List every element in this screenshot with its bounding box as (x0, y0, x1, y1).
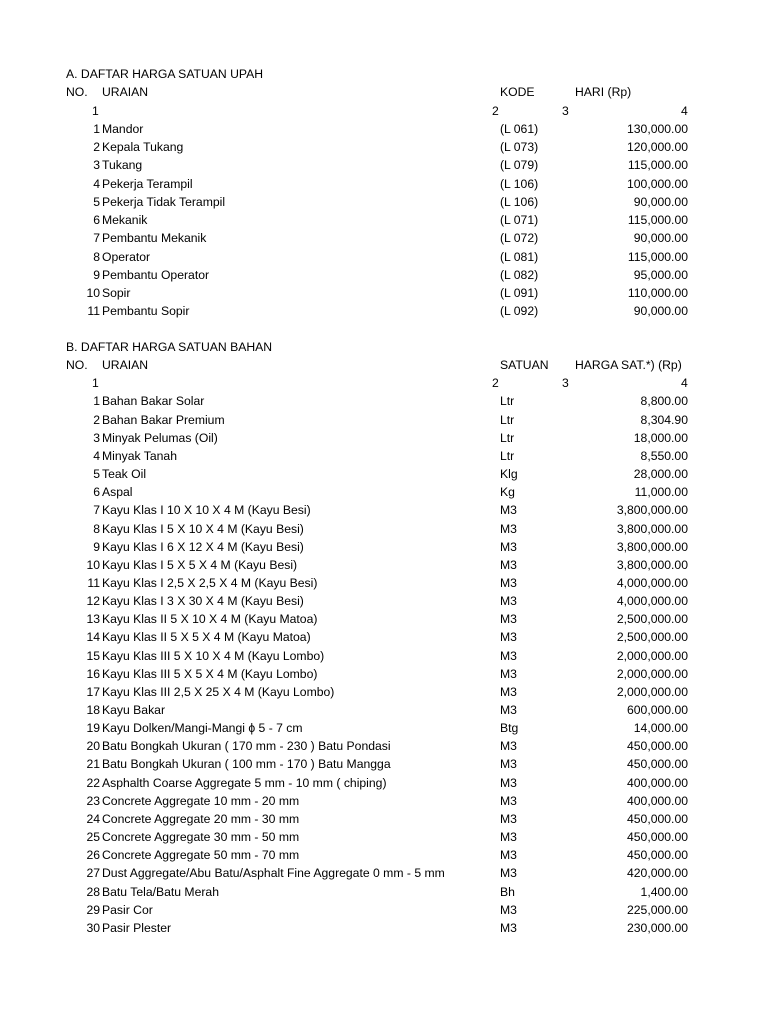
row-unit-code: M3 (500, 703, 517, 717)
row-unit-code: M3 (500, 575, 517, 590)
row-description: Pembantu Mekanik (102, 231, 207, 246)
table-row (0, 302, 768, 320)
header-col3: SATUAN (500, 358, 549, 373)
row-unit-code: (L 073) (500, 140, 539, 154)
row-price: 28,000.00 (633, 467, 688, 482)
row-price: 115,000.00 (627, 213, 688, 227)
row-number: 2 (93, 412, 100, 427)
section-title-text: A. DAFTAR HARGA SATUAN UPAH (66, 67, 264, 81)
row-number: 15 (86, 648, 100, 663)
row-unit-code: M3 (500, 612, 517, 627)
table-row (0, 483, 768, 501)
table-row (0, 429, 768, 447)
row-unit-code: Klg (500, 467, 518, 482)
table-row (0, 665, 768, 683)
table-row (0, 683, 768, 701)
row-description: Dust Aggregate/Abu Batu/Asphalt Fine Aggregate 0 mm - 5 mm (102, 866, 445, 881)
row-number: 30 (86, 920, 100, 935)
row-unit-code: Ltr (500, 394, 515, 409)
row-description: Sopir (102, 286, 131, 300)
row-unit-code: M3 (500, 830, 517, 845)
row-description: Bahan Bakar Premium (102, 412, 225, 427)
row-price: 600,000.00 (627, 703, 688, 717)
row-unit-code: (L 091) (500, 286, 539, 300)
row-unit-code: M3 (500, 811, 517, 826)
row-unit-code: M3 (500, 848, 517, 863)
column-number-row (0, 374, 768, 392)
table-row (0, 628, 768, 646)
table-row (0, 392, 768, 410)
row-price: 2,000,000.00 (616, 684, 688, 699)
row-number: 6 (93, 485, 100, 500)
row-unit-code: (L 061) (500, 121, 539, 136)
column-number: 3 (562, 376, 569, 391)
row-unit-code: M3 (500, 866, 517, 881)
row-description: Kayu Klas I 6 X 12 X 4 M (Kayu Besi) (102, 539, 304, 554)
section-title (0, 65, 768, 83)
row-description: Kayu Klas III 2,5 X 25 X 4 M (Kayu Lombo) (102, 684, 335, 699)
row-unit-code: Kg (500, 485, 515, 500)
row-unit-code: M3 (500, 594, 517, 609)
row-number: 24 (86, 811, 100, 826)
row-description: Aspal (102, 485, 133, 500)
row-number: 11 (87, 304, 100, 319)
row-unit-code: M3 (500, 775, 517, 790)
row-description: Kayu Bakar (102, 703, 166, 717)
row-unit-code: (L 079) (500, 158, 539, 173)
row-description: Kayu Klas I 5 X 10 X 4 M (Kayu Besi) (102, 521, 304, 536)
row-price: 115,000.00 (627, 158, 688, 173)
row-unit-code: Ltr (500, 430, 515, 445)
row-price: 2,000,000.00 (616, 666, 688, 681)
row-price: 90,000.00 (633, 304, 688, 319)
row-price: 400,000.00 (627, 775, 688, 790)
header-col3: KODE (500, 85, 535, 100)
table-row (0, 737, 768, 755)
row-description: Kayu Dolken/Mangi-Mangi ϕ 5 - 7 cm (102, 721, 303, 736)
column-number: 4 (681, 103, 688, 118)
row-price: 95,000.00 (633, 267, 688, 282)
row-unit-code: M3 (500, 757, 517, 772)
row-number: 28 (86, 884, 100, 899)
row-description: Kayu Klas II 5 X 5 X 4 M (Kayu Matoa) (102, 630, 311, 645)
row-unit-code: M3 (500, 739, 517, 754)
row-price: 100,000.00 (627, 176, 688, 191)
row-number: 3 (93, 158, 100, 173)
row-unit-code: M3 (500, 684, 517, 699)
row-price: 2,500,000.00 (616, 612, 688, 627)
row-unit-code: Ltr (500, 412, 515, 427)
row-price: 450,000.00 (627, 757, 688, 772)
row-price: 4,000,000.00 (616, 575, 688, 590)
row-price: 90,000.00 (633, 194, 688, 209)
row-unit-code: (L 092) (500, 304, 539, 319)
row-price: 3,800,000.00 (616, 539, 688, 554)
row-number: 6 (93, 213, 100, 227)
row-description: Kepala Tukang (102, 140, 184, 154)
row-unit-code: M3 (500, 503, 517, 518)
row-unit-code: M3 (500, 793, 517, 808)
row-price: 450,000.00 (627, 739, 688, 754)
row-description: Kayu Klas I 3 X 30 X 4 M (Kayu Besi) (102, 594, 304, 609)
row-number: 14 (86, 630, 100, 645)
row-description: Asphalth Coarse Aggregate 5 mm - 10 mm ( chiping) (102, 775, 387, 790)
row-description: Pembantu Operator (102, 267, 210, 282)
row-unit-code: M3 (500, 902, 517, 917)
row-description: Mandor (102, 121, 144, 136)
table-row (0, 447, 768, 465)
row-number: 18 (86, 703, 100, 717)
table-row (0, 701, 768, 719)
row-number: 23 (86, 793, 100, 808)
row-price: 450,000.00 (627, 830, 688, 845)
header-no: NO. (66, 85, 88, 100)
table-row (0, 411, 768, 429)
row-unit-code: M3 (500, 920, 517, 935)
row-description: Kayu Klas III 5 X 10 X 4 M (Kayu Lombo) (102, 648, 325, 663)
row-number: 26 (86, 848, 100, 863)
row-price: 8,800.00 (640, 394, 688, 409)
row-price: 4,000,000.00 (616, 594, 688, 609)
row-number: 22 (86, 775, 100, 790)
row-description: Teak Oil (102, 467, 147, 482)
header-no: NO. (66, 358, 88, 373)
row-description: Bahan Bakar Solar (102, 394, 205, 409)
table-row (0, 538, 768, 556)
row-price: 11,000.00 (634, 485, 688, 500)
row-description: Concrete Aggregate 30 mm - 50 mm (102, 830, 300, 845)
row-unit-code: M3 (500, 666, 517, 681)
table-row (0, 901, 768, 919)
row-price: 450,000.00 (627, 848, 688, 863)
row-description: Concrete Aggregate 20 mm - 30 mm (102, 811, 300, 826)
row-number: 10 (86, 286, 100, 300)
row-unit-code: (L 071) (500, 213, 539, 227)
row-number: 27 (86, 866, 100, 881)
row-price: 230,000.00 (627, 920, 688, 935)
row-description: Tukang (102, 158, 143, 173)
table-row (0, 120, 768, 138)
row-price: 1,400.00 (640, 884, 688, 899)
row-description: Batu Bongkah Ukuran ( 100 mm - 170 ) Batu Mangga (102, 757, 391, 772)
row-unit-code: Bh (500, 884, 515, 899)
row-number: 13 (86, 612, 100, 627)
row-number: 7 (93, 231, 100, 246)
row-number: 8 (93, 521, 100, 536)
row-price: 225,000.00 (627, 902, 688, 917)
row-unit-code: M3 (500, 648, 517, 663)
row-description: Pasir Cor (102, 902, 153, 917)
row-description: Kayu Klas III 5 X 5 X 4 M (Kayu Lombo) (102, 666, 318, 681)
row-number: 16 (86, 666, 100, 681)
table-row (0, 774, 768, 792)
row-price: 18,000.00 (633, 430, 688, 445)
row-unit-code: (L 106) (500, 176, 539, 191)
row-number: 21 (86, 757, 100, 772)
row-description: Concrete Aggregate 10 mm - 20 mm (102, 793, 300, 808)
row-price: 2,500,000.00 (616, 630, 688, 645)
table-row (0, 610, 768, 628)
row-description: Concrete Aggregate 50 mm - 70 mm (102, 848, 300, 863)
column-header-row (0, 83, 768, 101)
table-row (0, 592, 768, 610)
table-row (0, 755, 768, 773)
row-description: Kayu Klas I 2,5 X 2,5 X 4 M (Kayu Besi) (102, 575, 318, 590)
row-price: 420,000.00 (627, 866, 688, 881)
table-row (0, 864, 768, 882)
row-number: 5 (93, 467, 100, 482)
row-unit-code: (L 106) (500, 194, 539, 209)
row-description: Mekanik (102, 213, 148, 227)
row-number: 1 (93, 394, 100, 409)
table-row (0, 465, 768, 483)
column-number: 2 (492, 376, 499, 391)
row-number: 9 (93, 267, 100, 282)
table-row (0, 501, 768, 519)
section-title (0, 338, 768, 356)
column-number: 1 (92, 376, 99, 391)
section-title-text: B. DAFTAR HARGA SATUAN BAHAN (66, 340, 273, 354)
row-description: Pekerja Terampil (102, 176, 193, 191)
row-unit-code: M3 (500, 521, 517, 536)
row-number: 4 (93, 176, 100, 191)
table-row (0, 846, 768, 864)
row-number: 8 (93, 249, 100, 264)
row-description: Minyak Tanah (102, 448, 177, 463)
row-number: 20 (86, 739, 100, 754)
row-number: 3 (93, 430, 100, 445)
table-row (0, 138, 768, 156)
row-unit-code: M3 (500, 539, 517, 554)
row-unit-code: M3 (500, 630, 517, 645)
row-price: 115,000.00 (627, 249, 688, 264)
row-unit-code: M3 (500, 557, 517, 572)
column-number-row (0, 102, 768, 120)
header-col4: HARGA SAT.*) (Rp) (575, 358, 682, 373)
row-description: Batu Tela/Batu Merah (102, 884, 219, 899)
row-unit-code: Btg (500, 721, 519, 736)
table-row (0, 248, 768, 266)
row-price: 2,000,000.00 (616, 648, 688, 663)
row-description: Pembantu Sopir (102, 304, 190, 319)
row-number: 7 (93, 503, 100, 518)
header-uraian: URAIAN (102, 358, 149, 373)
table-row (0, 719, 768, 737)
row-unit-code: (L 072) (500, 231, 539, 246)
row-number: 29 (86, 902, 100, 917)
row-description: Kayu Klas I 5 X 5 X 4 M (Kayu Besi) (102, 557, 298, 572)
table-row (0, 647, 768, 665)
table-row (0, 175, 768, 193)
row-price: 400,000.00 (627, 793, 688, 808)
table-row (0, 266, 768, 284)
row-number: 12 (86, 594, 100, 609)
row-number: 19 (86, 721, 100, 736)
row-number: 2 (93, 140, 100, 154)
row-price: 8,550.00 (640, 448, 688, 463)
column-number: 3 (562, 103, 569, 118)
table-row (0, 810, 768, 828)
table-row (0, 919, 768, 937)
table-row (0, 883, 768, 901)
row-price: 3,800,000.00 (616, 521, 688, 536)
table-row (0, 193, 768, 211)
row-number: 25 (86, 830, 100, 845)
row-price: 14,000.00 (633, 721, 688, 736)
row-description: Pasir Plester (102, 920, 172, 935)
row-unit-code: (L 081) (500, 249, 539, 264)
row-description: Pekerja Tidak Terampil (102, 194, 226, 209)
header-uraian: URAIAN (102, 85, 149, 100)
table-row (0, 556, 768, 574)
row-description: Batu Bongkah Ukuran ( 170 mm - 230 ) Batu Pondasi (102, 739, 391, 754)
column-header-row (0, 356, 768, 374)
row-price: 90,000.00 (633, 231, 688, 246)
column-number: 2 (492, 103, 499, 118)
table-row (0, 156, 768, 174)
row-price: 120,000.00 (627, 140, 688, 154)
row-description: Kayu Klas I 10 X 10 X 4 M (Kayu Besi) (102, 503, 311, 518)
row-number: 17 (86, 684, 100, 699)
row-price: 450,000.00 (627, 811, 688, 826)
row-price: 3,800,000.00 (616, 503, 688, 518)
row-price: 3,800,000.00 (616, 557, 688, 572)
table-row (0, 211, 768, 229)
row-price: 110,000.00 (627, 286, 688, 300)
table-row (0, 792, 768, 810)
row-number: 1 (93, 121, 100, 136)
row-number: 11 (87, 575, 100, 590)
column-number: 4 (681, 376, 688, 391)
column-number: 1 (92, 103, 99, 118)
row-unit-code: Ltr (500, 448, 515, 463)
row-description: Minyak Pelumas (Oil) (102, 430, 218, 445)
table-row (0, 828, 768, 846)
table-row (0, 574, 768, 592)
row-number: 4 (93, 448, 100, 463)
header-col4: HARI (Rp) (575, 85, 632, 100)
table-row (0, 520, 768, 538)
row-price: 8,304.90 (640, 412, 688, 427)
row-price: 130,000.00 (627, 121, 688, 136)
row-number: 5 (93, 194, 100, 209)
row-number: 9 (93, 539, 100, 554)
table-row (0, 229, 768, 247)
row-unit-code: (L 082) (500, 267, 539, 282)
row-description: Operator (102, 249, 151, 264)
row-number: 10 (86, 557, 100, 572)
row-description: Kayu Klas II 5 X 10 X 4 M (Kayu Matoa) (102, 612, 318, 627)
table-row (0, 284, 768, 302)
